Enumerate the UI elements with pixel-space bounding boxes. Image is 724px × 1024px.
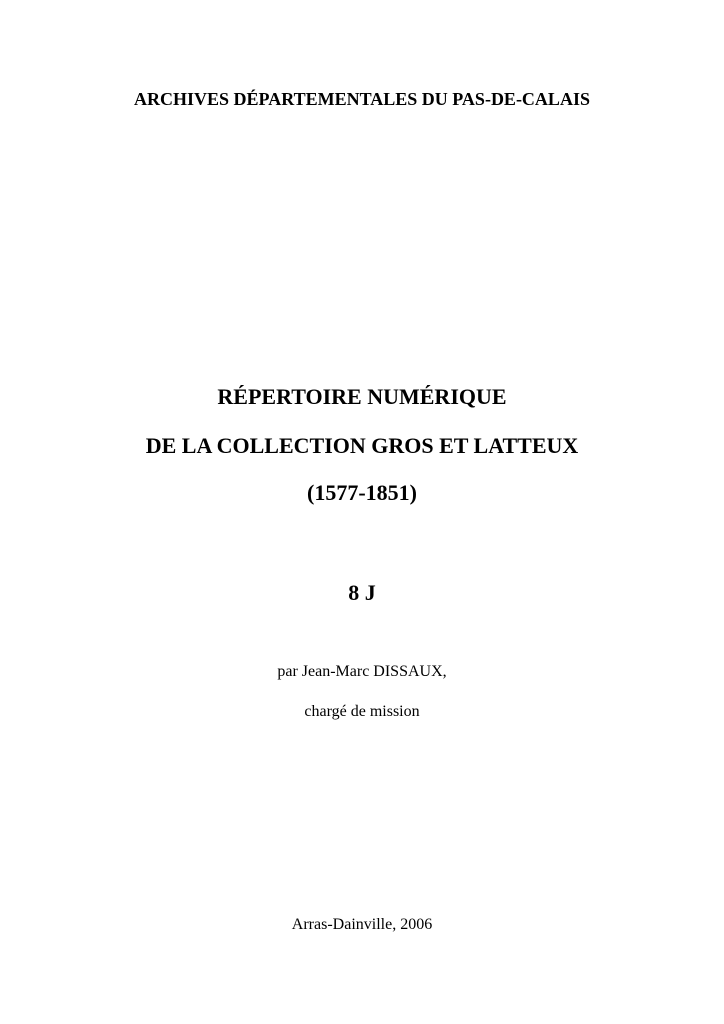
title-line-2: DE LA COLLECTION GROS ET LATTEUX bbox=[145, 433, 579, 458]
place-and-year: Arras-Dainville, 2006 bbox=[291, 916, 433, 933]
title-dates: (1577-1851) bbox=[307, 480, 417, 505]
title-line-1: RÉPERTOIRE NUMÉRIQUE bbox=[217, 384, 507, 409]
archive-reference: 8 J bbox=[348, 580, 376, 605]
author-line: par Jean-Marc DISSAUX, bbox=[277, 663, 447, 680]
institution-header: ARCHIVES DÉPARTEMENTALES DU PAS-DE-CALAIS bbox=[134, 89, 590, 109]
author-role: chargé de mission bbox=[304, 703, 420, 720]
